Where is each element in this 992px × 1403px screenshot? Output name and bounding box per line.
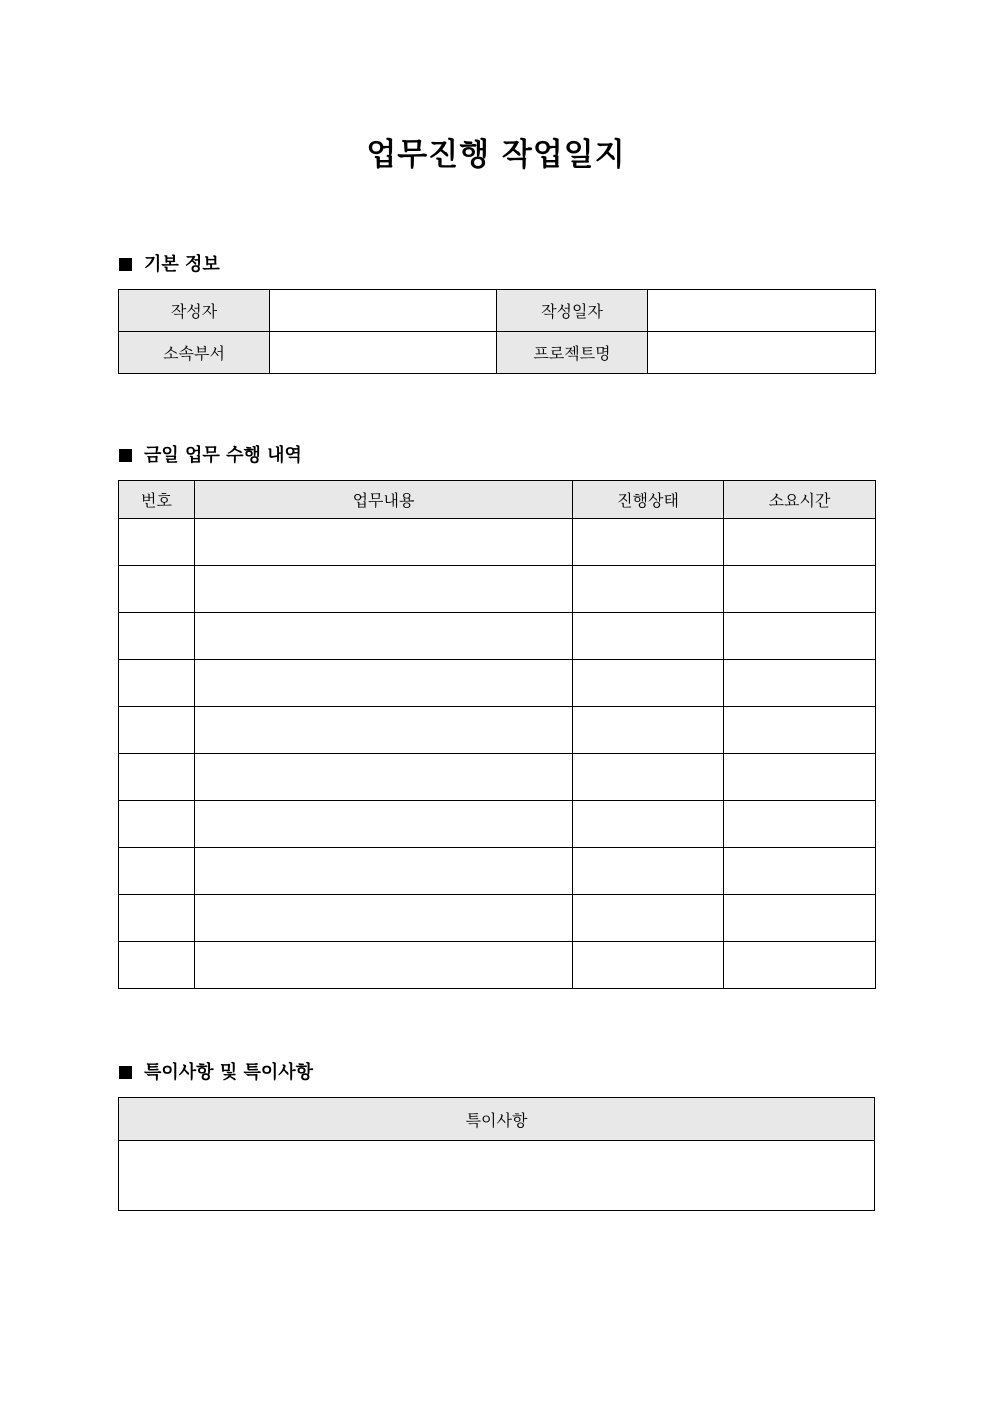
author-field[interactable]: [270, 290, 497, 332]
task-content-cell[interactable]: [195, 519, 573, 566]
task-content-cell[interactable]: [195, 942, 573, 989]
notes-field[interactable]: [119, 1141, 875, 1211]
task-duration-cell[interactable]: [724, 707, 876, 754]
task-content-cell[interactable]: [195, 848, 573, 895]
section-heading-tasks: [119, 444, 302, 468]
column-header-notes: 특이사항: [119, 1098, 875, 1141]
table-row: [119, 895, 876, 942]
table-row: [119, 754, 876, 801]
table-row: [119, 848, 876, 895]
task-number-cell[interactable]: [119, 942, 195, 989]
task-status-cell[interactable]: [573, 754, 724, 801]
task-duration-cell[interactable]: [724, 660, 876, 707]
table-row: [119, 613, 876, 660]
task-duration-cell[interactable]: [724, 754, 876, 801]
section-heading-basic-info: [119, 253, 220, 277]
task-status-cell[interactable]: [573, 566, 724, 613]
task-duration-cell[interactable]: [724, 942, 876, 989]
task-duration-cell[interactable]: [724, 848, 876, 895]
task-duration-cell[interactable]: [724, 801, 876, 848]
project-label: 프로젝트명: [497, 332, 648, 374]
task-number-cell[interactable]: [119, 801, 195, 848]
task-status-cell[interactable]: [573, 660, 724, 707]
author-label: 작성자: [119, 290, 270, 332]
notes-table: [118, 1097, 875, 1211]
document-title: 업무진행 작업일지: [366, 137, 626, 173]
column-header-content: 업무내용: [195, 481, 573, 519]
task-number-cell[interactable]: [119, 566, 195, 613]
task-number-cell[interactable]: [119, 754, 195, 801]
task-content-cell[interactable]: [195, 707, 573, 754]
table-row: [119, 801, 876, 848]
section-heading-text: 특이사항 및 특이사항: [144, 1062, 314, 1083]
task-status-cell[interactable]: [573, 707, 724, 754]
table-row: [119, 332, 876, 374]
task-duration-cell[interactable]: [724, 519, 876, 566]
column-header-number: 번호: [119, 481, 195, 519]
column-header-status: 진행상태: [573, 481, 724, 519]
task-content-cell[interactable]: [195, 895, 573, 942]
column-header-duration: 소요시간: [724, 481, 876, 519]
task-status-cell[interactable]: [573, 942, 724, 989]
task-duration-cell[interactable]: [724, 566, 876, 613]
table-row: [119, 660, 876, 707]
task-status-cell[interactable]: [573, 613, 724, 660]
task-number-cell[interactable]: [119, 613, 195, 660]
date-label: 작성일자: [497, 290, 648, 332]
task-content-cell[interactable]: [195, 660, 573, 707]
task-content-cell[interactable]: [195, 613, 573, 660]
task-number-cell[interactable]: [119, 895, 195, 942]
task-duration-cell[interactable]: [724, 895, 876, 942]
task-content-cell[interactable]: [195, 566, 573, 613]
task-content-cell[interactable]: [195, 801, 573, 848]
date-field[interactable]: [648, 290, 876, 332]
task-status-cell[interactable]: [573, 801, 724, 848]
section-heading-notes: [119, 1061, 313, 1085]
table-header-row: [119, 1098, 875, 1141]
task-duration-cell[interactable]: [724, 613, 876, 660]
task-number-cell[interactable]: [119, 519, 195, 566]
table-row: [119, 519, 876, 566]
task-content-cell[interactable]: [195, 754, 573, 801]
table-row: [119, 1141, 875, 1211]
section-heading-text: 금일 업무 수행 내역: [144, 445, 302, 466]
task-status-cell[interactable]: [573, 895, 724, 942]
department-label: 소속부서: [119, 332, 270, 374]
table-row: [119, 566, 876, 613]
project-field[interactable]: [648, 332, 876, 374]
table-row: [119, 290, 876, 332]
square-bullet-icon: [119, 1066, 132, 1079]
department-field[interactable]: [270, 332, 497, 374]
task-number-cell[interactable]: [119, 660, 195, 707]
task-number-cell[interactable]: [119, 707, 195, 754]
task-status-cell[interactable]: [573, 519, 724, 566]
section-heading-text: 기본 정보: [144, 254, 220, 275]
tasks-table: [118, 480, 876, 989]
table-row: [119, 942, 876, 989]
task-status-cell[interactable]: [573, 848, 724, 895]
table-header-row: [119, 481, 876, 519]
table-row: [119, 707, 876, 754]
basic-info-table: [118, 289, 876, 374]
square-bullet-icon: [119, 258, 132, 271]
square-bullet-icon: [119, 449, 132, 462]
task-number-cell[interactable]: [119, 848, 195, 895]
